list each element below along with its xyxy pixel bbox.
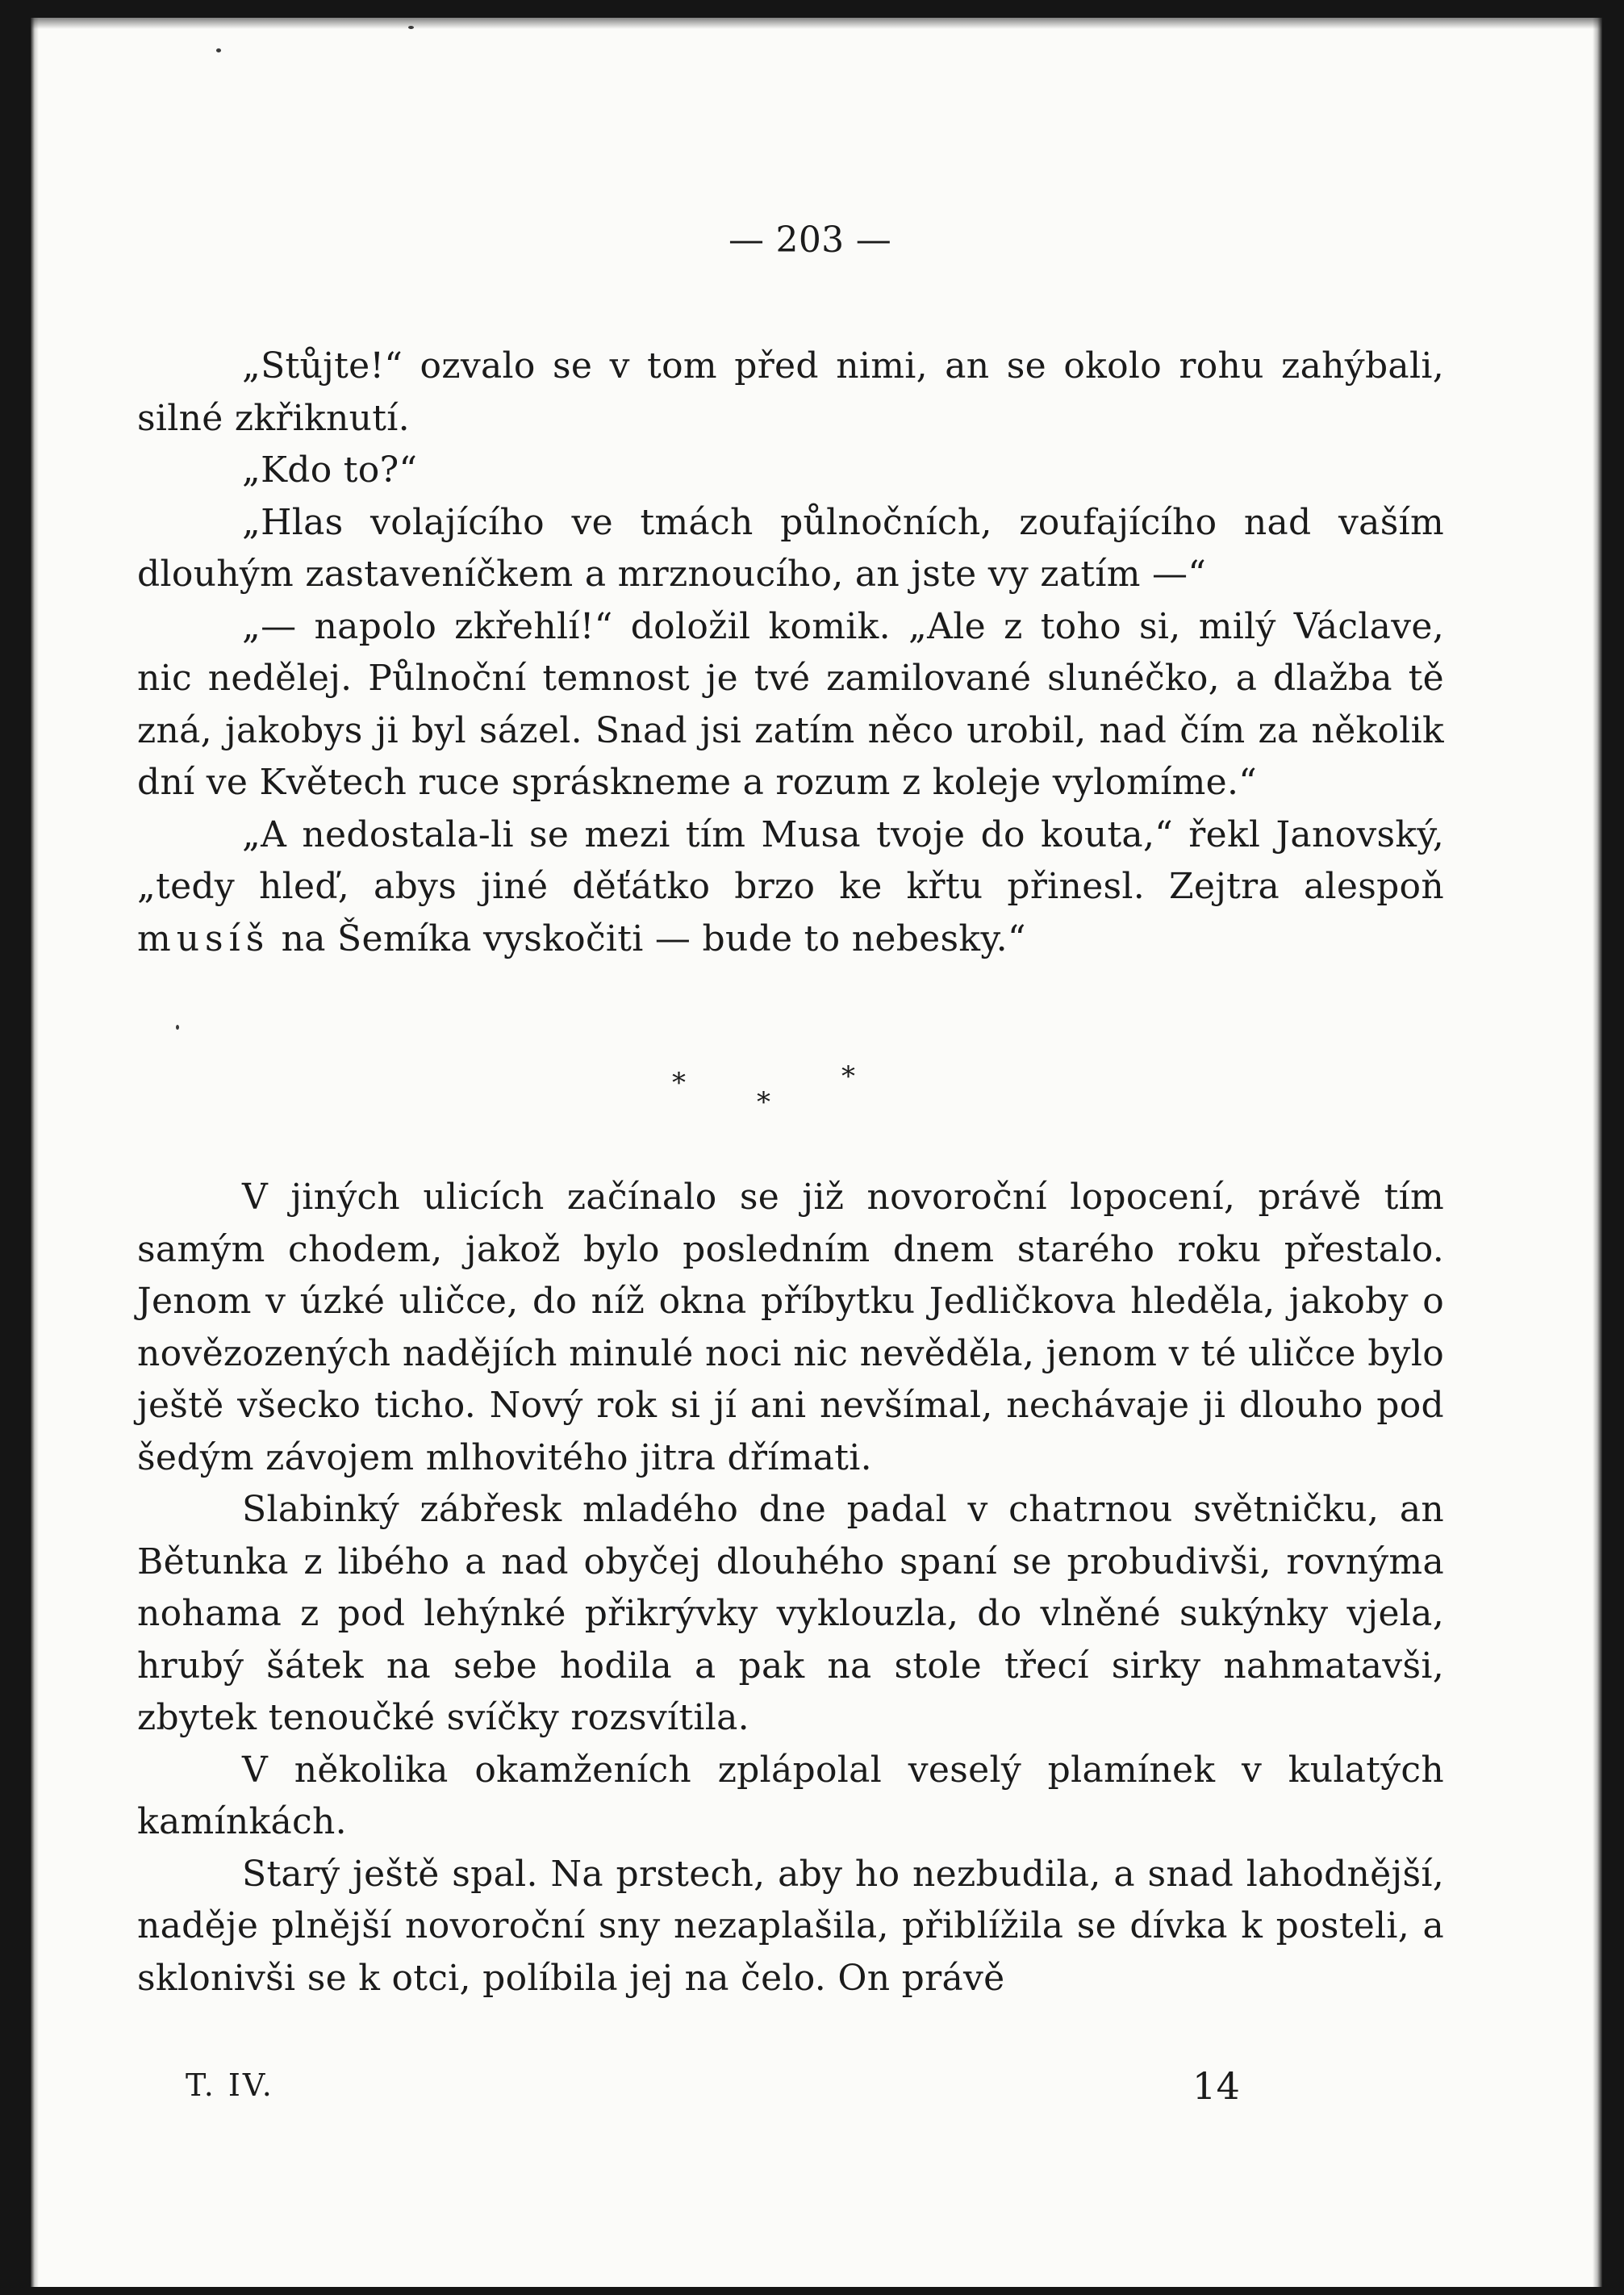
page-shadow-right — [1593, 18, 1602, 2287]
asterisk-right: * — [841, 1060, 856, 1093]
paragraph-text: „A nedostala-li se mezi tím Musa tvoje do kouta,“ řekl Janovský, „tedy hleď, abys jiné děťátko brzo ke křtu přinesl. Zejtra alespoň — [137, 813, 1444, 907]
page-shadow-top — [31, 18, 1602, 29]
paragraph-text: „Stůjte!“ ozvalo se v tom před nimi, an se okolo rohu zahýbali, silné zkřiknutí. — [137, 345, 1444, 439]
asterisk-left: * — [672, 1067, 687, 1099]
footer-volume-signature: T. IV. — [186, 2067, 274, 2103]
paper-speck — [176, 1025, 179, 1030]
text-block-top — [137, 341, 1444, 965]
paragraph — [137, 445, 1444, 497]
paper-speck — [216, 48, 221, 52]
book-page — [31, 18, 1602, 2287]
paragraph — [137, 601, 1444, 809]
emphasized-word: musíš — [137, 918, 270, 959]
paragraph — [137, 497, 1444, 601]
paragraph: Starý ještě spal. Na prstech, aby ho nezbudila, a snad lahodnější, naděje plnější novoroční sny nezaplašila, přiblížila se dívka k posteli, a sklonivši se k otci, políbila jej na čelo. On právě — [137, 1853, 1444, 1999]
footer-sheet-number: 14 — [1192, 2064, 1241, 2108]
text-block-bottom — [137, 1172, 1444, 2004]
paragraph-text: „Kdo to?“ — [242, 449, 418, 491]
paragraph: V jiných ulicích začínalo se již novoroční lopocení, právě tím samým chodem, jakož bylo posledním dnem starého roku přestalo. Jenom v úzké uličce, do níž okna příbytku Jedličkova hleděla, jakoby o novězozených nadějích minulé noci nic nevěděla, jenom v té uličce bylo ještě všecko ticho. Nový rok si jí ani nevšímal, nechávaje ji dlouho pod šedým závojem mlhovitého jitra dřímati. — [137, 1177, 1444, 1478]
paragraph — [137, 341, 1444, 445]
paragraph-text: „— napolo zkřehlí!“ doložil komik. „Ale z toho si, milý Václave, nic nedělej. Půlnoční temnost je tvé zamilované slunéčko, a dlažba tě zná, jakobys ji byl sázel. Snad jsi zatím něco urobil, nad čím za několik dní ve Květech ruce spráskneme a rozum z koleje vylomíme.“ — [137, 605, 1444, 803]
page-number-header: — 203 — — [728, 219, 892, 261]
section-break-asterism — [31, 1060, 1602, 1131]
asterisk-bottom: * — [757, 1086, 771, 1118]
paragraph: Slabinký zábřesk mladého dne padal v chatrnou světničku, an Bětunka z libého a nad obyčej dlouhého spaní se probudivši, rovnýma nohama z pod lehýnké přikrývky vyklouzla, do vlněné sukýnky vjela, hrubý šátek na sebe hodila a pak na stole třecí sirky nahmatavši, zbytek tenoučké svíčky rozsvítila. — [137, 1489, 1444, 1738]
paragraph-text: „Hlas volajícího ve tmách půlnočních, zoufajícího nad vaším dlouhým zastaveníčkem a mrznoucího, an jste vy zatím —“ — [137, 501, 1444, 595]
paragraph: V několika okamženích zplápolal veselý plamínek v kulatých kamínkách. — [137, 1749, 1444, 1842]
paper-speck — [408, 26, 414, 29]
paragraph-text: na Šemíka vyskočiti — bude to nebesky.“ — [269, 918, 1026, 959]
paragraph — [137, 809, 1444, 966]
page-shadow-left — [31, 18, 39, 2287]
